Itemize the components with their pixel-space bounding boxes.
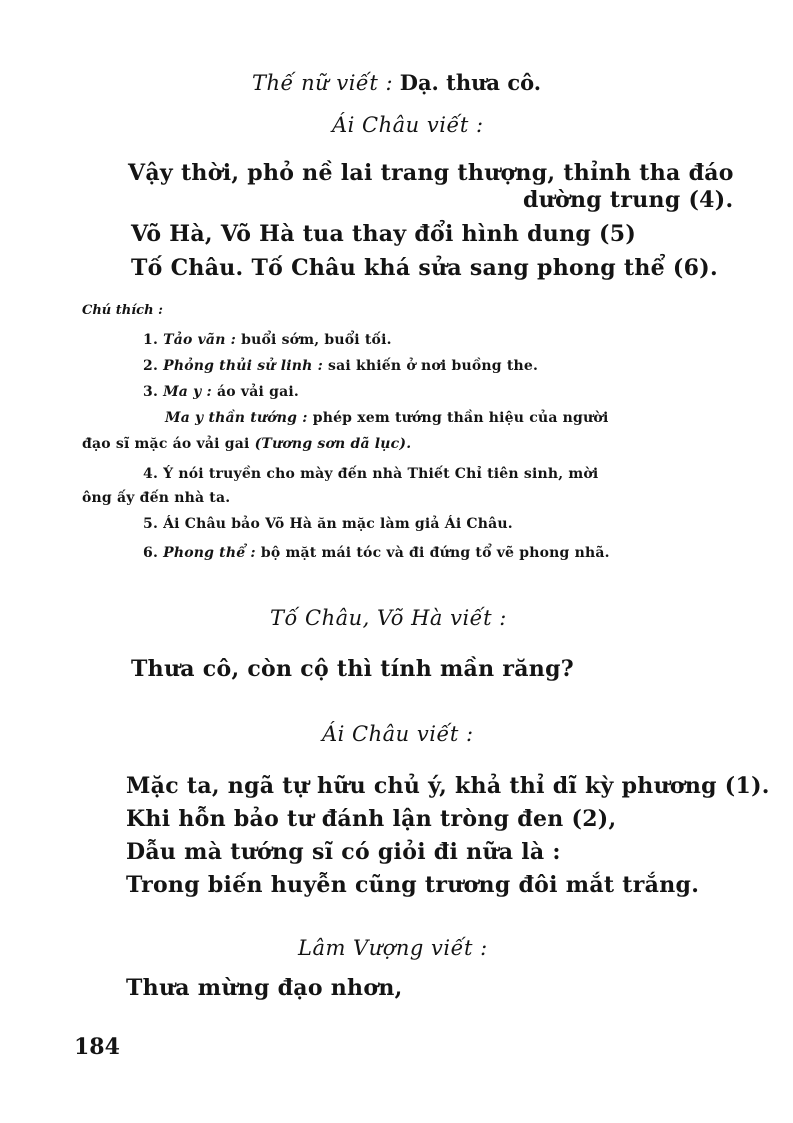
page-number: 184 (74, 1034, 120, 1060)
note-text: đạo sĩ mặc áo vải gai (82, 436, 255, 452)
note-text: Ý nói truyền cho mày đến nhà Thiết Chỉ tiên sinh, mời (163, 466, 599, 482)
note-item (143, 516, 513, 532)
speaker-to-chau-vo-ha: Tố Châu, Võ Hà viết : (270, 606, 507, 630)
note-text: áo vải gai. (211, 384, 299, 400)
speaker-lam-vuong: Lâm Vượng viết : (298, 936, 488, 960)
verse-line: Trong biến huyễn cũng trương đôi mắt trắng. (126, 872, 700, 898)
speaker-ai-chau-1: Ái Châu viết : (332, 113, 484, 137)
note-item (165, 410, 608, 426)
note-number: 1. (143, 332, 159, 348)
verse-line: Thưa cô, còn cộ thì tính mần răng? (131, 656, 574, 682)
verse-line: Thưa mừng đạo nhơn, (126, 975, 403, 1001)
note-term: Ma y : (163, 384, 212, 400)
note-number: 3. (143, 384, 159, 400)
verse-line: Võ Hà, Võ Hà tua thay đổi hình dung (5) (131, 221, 637, 247)
note-source: (Tương sơn dã lục). (254, 436, 412, 452)
note-text: buổi sớm, buổi tối. (236, 332, 392, 348)
verse-line: Dẫu mà tướng sĩ có giỏi đi nữa là : (126, 839, 561, 865)
verse-line: Mặc ta, ngã tự hữu chủ ý, khả thỉ dĩ kỳ phương (1). (126, 773, 770, 799)
note-text: bộ mặt mái tóc và đi đứng tổ vẽ phong nhã. (255, 545, 610, 561)
note-number: 5. (143, 516, 159, 532)
note-item (82, 490, 230, 506)
note-term: Phỏng thủi sử linh : (163, 358, 323, 374)
note-item (143, 545, 610, 561)
note-text: phép xem tướng thần hiệu của người (307, 410, 609, 426)
reply-text: Dạ. thưa cô. (399, 70, 542, 95)
note-item (143, 466, 598, 482)
note-number: 2. (143, 358, 159, 374)
note-text: ông ấy đến nhà ta. (82, 490, 231, 506)
speaker-the-nu: Thế nữ viết : (252, 71, 394, 95)
note-text: sai khiến ở nơi buồng the. (322, 358, 539, 374)
verse-line: Tố Châu. Tố Châu khá sửa sang phong thể (6). (131, 255, 718, 281)
note-number: 6. (143, 545, 159, 561)
note-item (143, 384, 299, 400)
note-term: Ma y thần tướng : (165, 410, 308, 426)
note-item (143, 332, 392, 348)
speaker-ai-chau-2: Ái Châu viết : (322, 722, 474, 746)
note-number: 4. (143, 466, 159, 482)
note-text: Ái Châu bảo Võ Hà ăn mặc làm giả Ái Châu. (163, 516, 513, 532)
verse-line: Khi hỗn bảo tư đánh lận tròng đen (2), (126, 806, 617, 832)
note-item (82, 436, 411, 452)
verse-line: dường trung (4). (523, 187, 734, 213)
note-item (143, 358, 538, 374)
note-term: Phong thể : (163, 545, 256, 561)
notes-title: Chú thích : (82, 303, 163, 318)
top-line (252, 70, 541, 95)
verse-line: Vậy thời, phỏ nề lai trang thượng, thỉnh tha đáo (128, 160, 734, 186)
note-term: Tảo vãn : (163, 332, 237, 348)
